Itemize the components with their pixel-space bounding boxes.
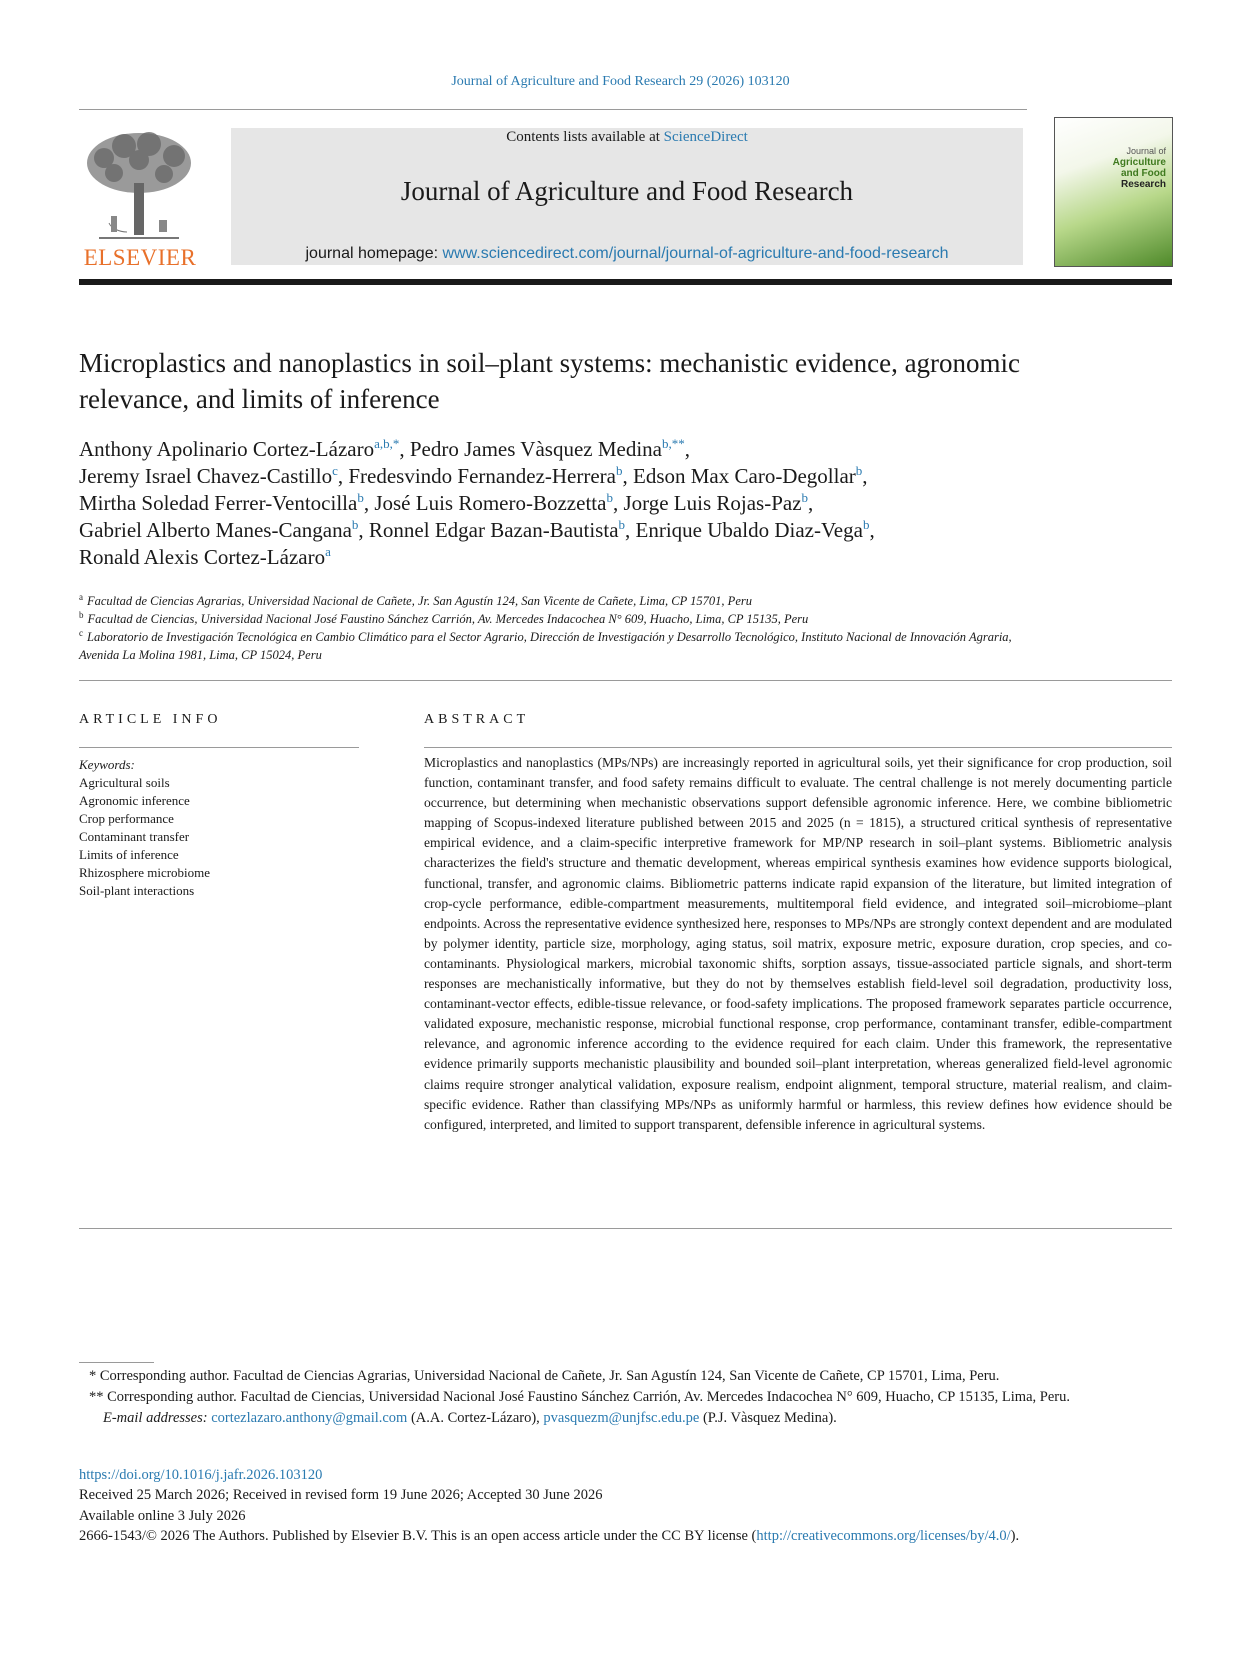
article-info-heading: ARTICLE INFO — [79, 712, 222, 727]
author-affiliation-mark[interactable]: b — [862, 517, 870, 532]
author-affiliation-mark[interactable]: b,** — [662, 436, 685, 451]
author-separator: , — [358, 518, 369, 542]
journal-homepage-line — [231, 245, 1023, 263]
author[interactable]: Gabriel Alberto Manes-Cangana — [79, 518, 352, 542]
keyword[interactable]: Contaminant transfer — [79, 829, 190, 844]
license-line — [79, 1526, 1172, 1546]
cover-line-2: Agriculture — [1112, 157, 1166, 168]
email-owner-2: (P.J. Vàsquez Medina). — [699, 1410, 837, 1426]
abstract-heading: ABSTRACT — [424, 712, 530, 727]
footnote-rule — [79, 1362, 154, 1363]
affiliation-c — [79, 628, 1039, 664]
affiliation-mark: b — [79, 609, 84, 620]
author-affiliation-mark[interactable]: b — [351, 517, 359, 532]
author-separator: , — [337, 464, 349, 488]
author-separator: , — [862, 464, 868, 488]
journal-citation[interactable]: Journal of Agriculture and Food Research 29 (2026) 103120 — [451, 74, 790, 89]
author[interactable]: Mirtha Soledad Ferrer-Ventocilla — [79, 491, 358, 515]
author-separator: , — [684, 437, 690, 461]
email-addresses — [79, 1408, 1172, 1429]
cover-line-4: Research — [1120, 179, 1166, 190]
keyword[interactable]: Agronomic inference — [79, 793, 190, 808]
footnotes — [79, 1366, 1172, 1429]
journal-cover-thumbnail[interactable] — [1054, 117, 1173, 267]
author-affiliation-mark[interactable]: a,b,* — [374, 436, 400, 451]
affiliation-mark: c — [79, 627, 83, 638]
author-list — [79, 436, 1129, 571]
email-owner-1: (A.A. Cortez-Lázaro), — [407, 1410, 544, 1426]
publication-history: Received 25 March 2026; Received in revised form 19 June 2026; Accepted 30 June 2026 — [79, 1487, 603, 1504]
affiliation-text: Facultad de Ciencias Agrarias, Universidad Nacional de Cañete, Jr. San Agustín 124, San Vicente de Cañete, Lima, CP 15701, Peru — [87, 594, 752, 608]
abstract-end-rule — [79, 1228, 1172, 1229]
journal-name: Journal of Agriculture and Food Research — [400, 176, 854, 206]
header-bottom-rule — [79, 279, 1172, 285]
author[interactable]: Enrique Ubaldo Diaz-Vega — [635, 518, 863, 542]
author[interactable]: Ronnel Edgar Bazan-Bautista — [368, 518, 619, 542]
cover-line-1: Journal of — [1126, 146, 1166, 156]
available-online: Available online 3 July 2026 — [79, 1507, 246, 1524]
sciencedirect-link[interactable]: ScienceDirect — [663, 129, 748, 145]
contents-available-line — [231, 129, 1023, 146]
license-suffix: ). — [1010, 1528, 1020, 1545]
author-separator: , — [625, 518, 636, 542]
license-prefix: 2666-1543/© 2026 The Authors. Published by Elsevier B.V. This is an open access article under the CC BY license ( — [79, 1528, 757, 1545]
affiliations-rule — [79, 680, 1172, 681]
affiliations — [79, 592, 1039, 664]
author[interactable]: Fredesvindo Fernandez-Herrera — [348, 464, 616, 488]
author-separator: , — [808, 491, 814, 515]
homepage-label: journal homepage: — [305, 245, 443, 262]
author-affiliation-mark[interactable]: a — [325, 544, 331, 559]
email-link-1[interactable]: cortezlazaro.anthony@gmail.com — [211, 1410, 408, 1426]
affiliation-text: Facultad de Ciencias, Universidad Nacional José Faustino Sánchez Carrión, Av. Mercedes Indacochea N° 609, Huacho, Lima, CP 15135, Peru — [87, 612, 809, 626]
abstract-rule — [424, 747, 1172, 748]
author[interactable]: Jorge Luis Rojas-Paz — [623, 491, 802, 515]
author[interactable]: Edson Max Caro-Degollar — [633, 464, 856, 488]
author-separator: , — [363, 491, 375, 515]
author[interactable]: Ronald Alexis Cortez-Lázaro — [79, 545, 326, 569]
keyword[interactable]: Agricultural soils — [79, 775, 170, 790]
author[interactable]: Anthony Apolinario Cortez-Lázaro — [79, 437, 375, 461]
author-separator: , — [869, 518, 875, 542]
author-separator: , — [612, 491, 624, 515]
author-affiliation-mark[interactable]: b — [357, 490, 364, 505]
keyword[interactable]: Rhizosphere microbiome — [79, 865, 211, 880]
author-affiliation-mark[interactable]: b — [616, 463, 623, 478]
author-affiliation-mark[interactable]: b — [801, 490, 809, 505]
contents-prefix: Contents lists available at — [506, 129, 664, 145]
author-affiliation-mark[interactable]: b — [855, 463, 863, 478]
email-label: E-mail addresses: — [103, 1410, 212, 1426]
header-top-rule — [79, 109, 1027, 110]
affiliation-b — [79, 610, 1039, 628]
affiliation-a — [79, 592, 1039, 610]
author-separator: , — [622, 464, 633, 488]
keyword[interactable]: Limits of inference — [79, 847, 179, 862]
elsevier-wordmark: ELSEVIER — [83, 245, 197, 270]
article-info-rule — [79, 747, 359, 748]
keyword[interactable]: Soil-plant interactions — [79, 883, 195, 898]
publication-info — [79, 1465, 1172, 1547]
license-link[interactable]: http://creativecommons.org/licenses/by/4.0/ — [756, 1528, 1011, 1545]
email-link-2[interactable]: pvasquezm@unjfsc.edu.pe — [543, 1410, 700, 1426]
affiliation-text: Laboratorio de Investigación Tecnológica en Cambio Climático para el Sector Agrario, Dirección de Investigación y Desarrollo Tecnológico, Instituto Nacional de Innovación Agraria, Avenida La Molina 1981, Lima, CP 15024, Peru — [79, 630, 1012, 662]
corresponding-author-2: ** Corresponding author. Facultad de Ciencias, Universidad Nacional José Faustino Sánchez Carrión, Av. Mercedes Indacochea N° 609, Huacho, CP 15135, Lima, Peru. — [89, 1389, 1070, 1405]
cover-line-3: and Food — [1121, 168, 1166, 179]
author-affiliation-mark[interactable]: b — [606, 490, 613, 505]
author-affiliation-mark[interactable]: b — [618, 517, 626, 532]
author-affiliation-mark[interactable]: c — [332, 463, 338, 478]
corresponding-author-1: * Corresponding author. Facultad de Ciencias Agrarias, Universidad Nacional de Cañete, Jr. San Agustín 124, San Vicente de Cañete, CP 15701, Lima, Peru. — [89, 1368, 1000, 1384]
author[interactable]: Jeremy Israel Chavez-Castillo — [79, 464, 333, 488]
affiliation-mark: a — [79, 591, 83, 602]
article-title: Microplastics and nanoplastics in soil–plant systems: mechanistic evidence, agronomic relevance, and limits of inference — [79, 348, 1021, 414]
abstract-text: Microplastics and nanoplastics (MPs/NPs) are increasingly reported in agricultural soils, yet their significance for crop production, soil function, contaminant transfer, and food safety remains difficult to evaluate. The central challenge is not merely documenting particle occurrence, but determining when mechanistic observations support defensible agronomic inference. Here, we combine bibliometric mapping of Scopus-indexed literature published between 2015 and 2025 (n = 1815), a structured critical synthesis of representative empirical evidence, and a claim-specific interpretive framework for MP/NP research in soil–plant systems. Bibliometric analysis characterizes the field's structure and thematic development, whereas empirical synthesis examines how evidence supports biological, functional, transfer, and agronomic claims. Bibliometric patterns indicate rapid expansion of the literature, but limited integration of crop-cycle performance, edible-compartment measurements, multitemporal field evidence, and integrated soil–microbiome–plant endpoints. Across the representative evidence synthesized here, responses to MPs/NPs are strongly context dependent and are modulated by polymer identity, particle size, morphology, aging status, soil matrix, exposure metric, exposure duration, crop species, and co-contaminants. Physiological markers, microbial taxonomic shifts, sorption assays, tissue-associated particle signals, and short-term responses are mechanistically informative, but they do not by themselves establish field-level soil degradation, productivity loss, contaminant-vector effects, edible-tissue relevance, or food-safety implications. The proposed framework separates particle occurrence, validated exposure, mechanistic response, microbial functional response, crop performance, contaminant transfer, edible-compartment relevance, and agronomic inference according to the evidence required for each claim. Under this framework, the representative evidence primarily supports mechanistic plausibility and bounded soil–plant interpretation, whereas generalized field-level agronomic claims require stronger analytical validation, exposure realism, endpoint alignment, temporal structure, material realism, and claim-specific evidence. Rather than classifying MPs/NPs as uniformly harmful or harmless, this review defines how evidence should be configured, interpreted, and limited to support transparent, defensible inference in agricultural systems. — [424, 755, 1172, 1132]
keywords-label: Keywords: — [79, 757, 135, 772]
keywords-block — [79, 756, 359, 900]
keyword[interactable]: Crop performance — [79, 811, 174, 826]
author[interactable]: José Luis Romero-Bozzetta — [374, 491, 607, 515]
doi-link[interactable]: https://doi.org/10.1016/j.jafr.2026.103120 — [79, 1467, 323, 1483]
homepage-link[interactable]: www.sciencedirect.com/journal/journal-of-agriculture-and-food-research — [442, 245, 949, 262]
author[interactable]: Pedro James Vàsquez Medina — [409, 437, 662, 461]
author-separator: , — [399, 437, 410, 461]
